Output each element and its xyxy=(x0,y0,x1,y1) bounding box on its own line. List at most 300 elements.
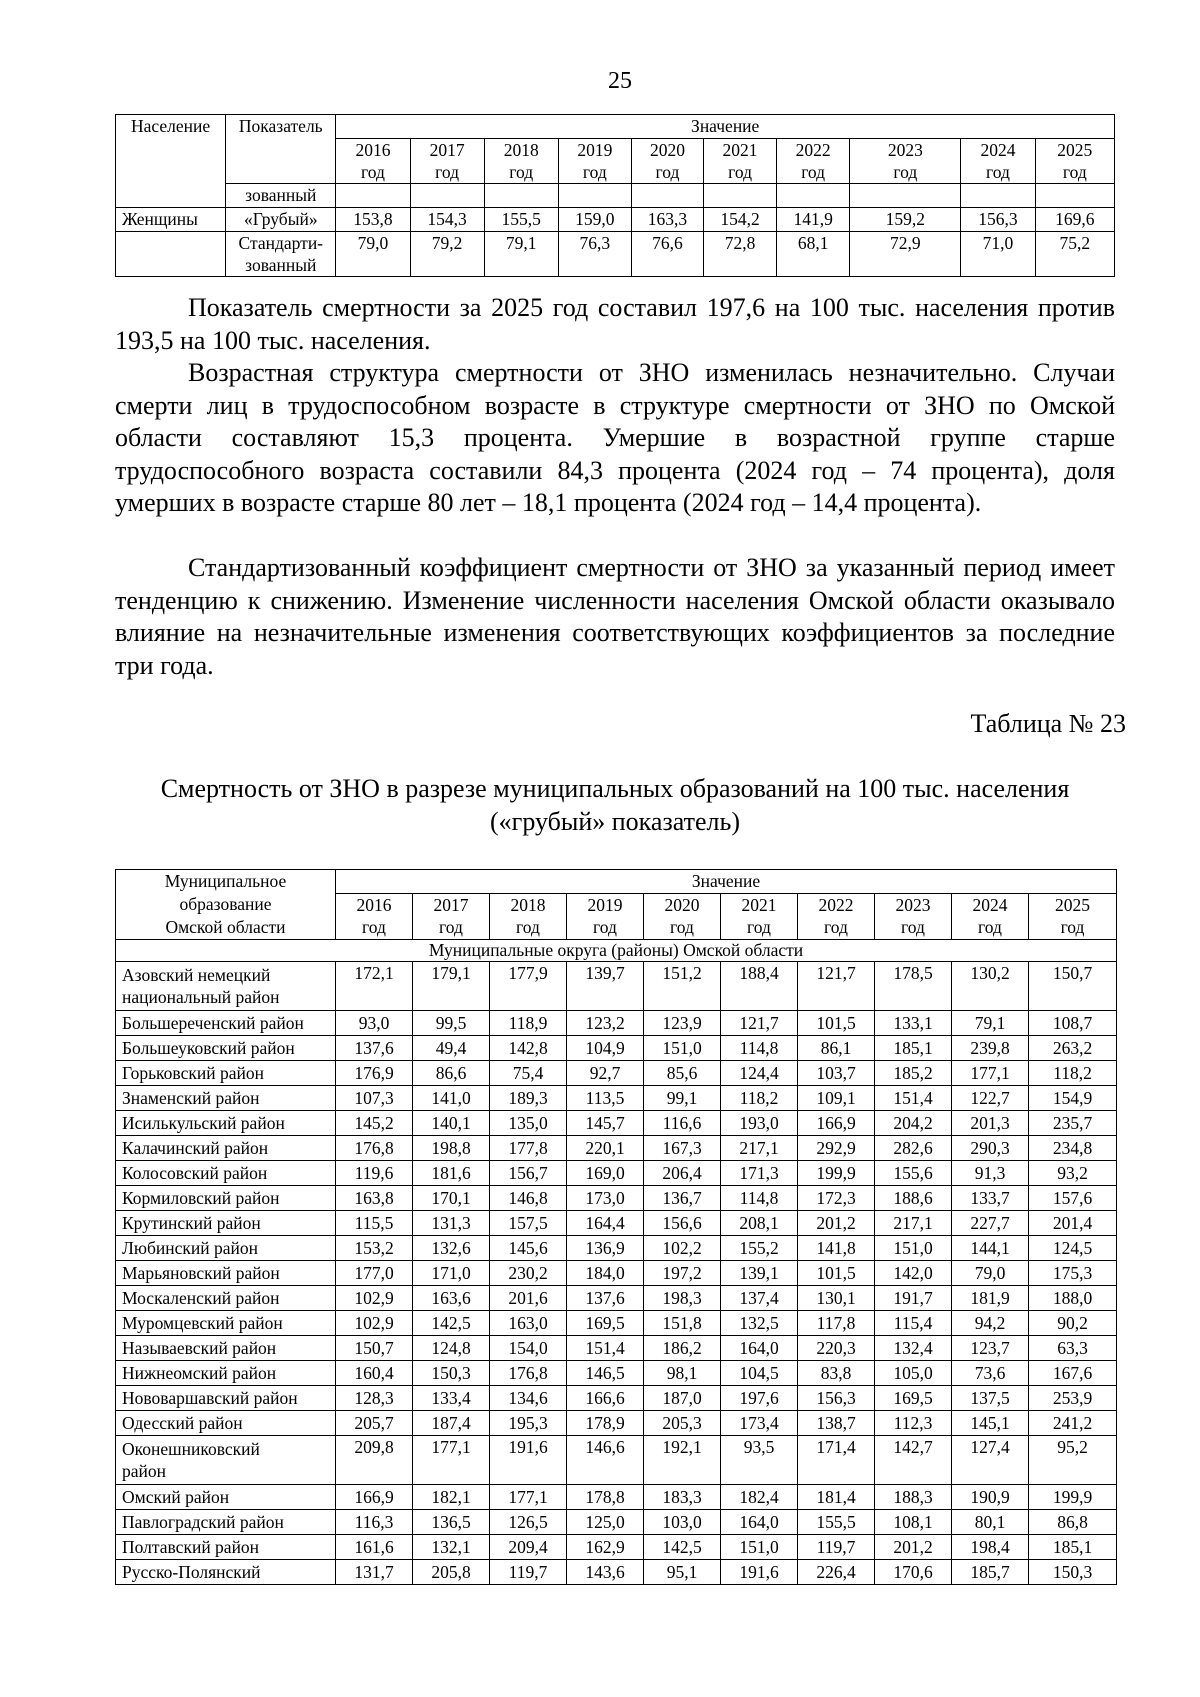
indicator-cell xyxy=(226,232,336,277)
value-cell: 169,6 xyxy=(1035,208,1114,232)
value-cell: 80,1 xyxy=(952,1510,1029,1535)
value-cell: 117,8 xyxy=(798,1311,875,1336)
year-unit: год xyxy=(516,917,540,938)
table-row xyxy=(116,1161,1117,1186)
value-cell: 98,1 xyxy=(644,1361,721,1386)
year-unit: год xyxy=(824,917,848,938)
section-title: Муниципальные округа (районы) Омской области xyxy=(116,940,1117,962)
value-cell: 159,2 xyxy=(850,208,961,232)
value-cell: 68,1 xyxy=(777,232,850,277)
value-cell: 226,4 xyxy=(798,1560,875,1585)
year-unit: год xyxy=(728,162,752,182)
year-header xyxy=(703,139,776,184)
value-cell: 172,3 xyxy=(798,1186,875,1211)
value-cell: 191,6 xyxy=(490,1436,567,1485)
value-cell: 105,0 xyxy=(875,1361,952,1386)
value-cell: 125,0 xyxy=(567,1510,644,1535)
year-label: 2019 xyxy=(577,140,613,160)
year-label: 2020 xyxy=(664,895,700,916)
value-cell: 205,7 xyxy=(336,1411,413,1436)
value-cell: 79,2 xyxy=(410,232,484,277)
value-cell: 166,6 xyxy=(567,1386,644,1411)
value-cell: 93,5 xyxy=(721,1436,798,1485)
year-unit: год xyxy=(655,162,680,182)
value-cell: 181,4 xyxy=(798,1485,875,1510)
municipality-name: Нижнеомский район xyxy=(116,1361,336,1386)
year-header xyxy=(961,139,1035,184)
value-cell: 115,5 xyxy=(336,1211,413,1236)
table-row xyxy=(116,1311,1117,1336)
value-cell: 190,9 xyxy=(952,1485,1029,1510)
year-label: 2025 xyxy=(1057,140,1093,160)
table-row xyxy=(116,1036,1117,1061)
value-cell: 185,2 xyxy=(875,1061,952,1086)
value-cell: 164,0 xyxy=(721,1336,798,1361)
value-cell: 150,3 xyxy=(1029,1560,1117,1585)
value-cell: 156,3 xyxy=(798,1386,875,1411)
value-cell: 116,3 xyxy=(336,1510,413,1535)
value-cell: 145,7 xyxy=(567,1111,644,1136)
value-cell: 173,0 xyxy=(567,1186,644,1211)
value-cell: 155,6 xyxy=(875,1161,952,1186)
table-row xyxy=(116,208,1115,232)
year-label: 2023 xyxy=(895,895,931,916)
value-cell: 253,9 xyxy=(1029,1386,1117,1411)
table-row xyxy=(116,1485,1117,1510)
value-cell: 118,2 xyxy=(721,1086,798,1111)
table-title xyxy=(115,772,1115,838)
value-cell: 169,5 xyxy=(875,1386,952,1411)
year-header xyxy=(850,139,961,184)
value-cell: 157,5 xyxy=(490,1211,567,1236)
value-cell: 142,0 xyxy=(875,1261,952,1286)
year-header xyxy=(484,139,558,184)
year-unit: год xyxy=(901,917,925,938)
value-cell: 130,1 xyxy=(798,1286,875,1311)
value-cell: 177,8 xyxy=(490,1136,567,1161)
value-cell: 131,7 xyxy=(336,1560,413,1585)
value-cell: 79,1 xyxy=(484,232,558,277)
top-table xyxy=(115,114,1115,277)
value-cell: 139,7 xyxy=(567,962,644,1011)
value-cell: 118,2 xyxy=(1029,1061,1117,1086)
value-cell: 235,7 xyxy=(1029,1111,1117,1136)
value-cell: 177,1 xyxy=(490,1485,567,1510)
value-cell: 121,7 xyxy=(798,962,875,1011)
value-cell: 132,6 xyxy=(413,1236,490,1261)
value-cell: 108,7 xyxy=(1029,1011,1117,1036)
year-unit: год xyxy=(747,917,771,938)
value-cell: 217,1 xyxy=(721,1136,798,1161)
value-cell: 104,5 xyxy=(721,1361,798,1386)
table-row xyxy=(116,1510,1117,1535)
year-unit: год xyxy=(1060,917,1085,938)
value-cell: 177,0 xyxy=(336,1261,413,1286)
value-cell: 123,2 xyxy=(567,1011,644,1036)
value-cell: 151,8 xyxy=(644,1311,721,1336)
value-cell: 197,2 xyxy=(644,1261,721,1286)
value-cell: 151,4 xyxy=(875,1086,952,1111)
page-number: 25 xyxy=(608,68,632,94)
value-cell: 102,9 xyxy=(336,1311,413,1336)
year-label: 2016 xyxy=(356,895,392,916)
value-cell: 86,8 xyxy=(1029,1510,1117,1535)
value-cell: 141,0 xyxy=(413,1086,490,1111)
value-cell: 146,5 xyxy=(567,1361,644,1386)
value-cell: 76,6 xyxy=(631,232,703,277)
value-cell: 157,6 xyxy=(1029,1186,1117,1211)
paragraph-3: Стандартизованный коэффициент смертности от ЗНО за указанный период имеет тенденцию к снижению. Изменение численности населения Омской области оказывало влияние на незначительные изменения соответствующих коэффициентов за последние три года. xyxy=(115,553,1115,680)
year-label: 2019 xyxy=(587,895,623,916)
value-cell: 201,2 xyxy=(798,1211,875,1236)
value-cell: 132,4 xyxy=(875,1336,952,1361)
value-cell: 95,1 xyxy=(644,1560,721,1585)
value-cell: 188,4 xyxy=(721,962,798,1011)
value-cell: 151,0 xyxy=(721,1535,798,1560)
value-cell: 183,3 xyxy=(644,1485,721,1510)
value-cell: 209,8 xyxy=(336,1436,413,1485)
value-cell: 114,8 xyxy=(721,1186,798,1211)
year-label: 2016 xyxy=(355,140,391,160)
value-cell: 72,9 xyxy=(850,232,961,277)
year-label: 2025 xyxy=(1055,895,1091,916)
value-cell: 63,3 xyxy=(1029,1336,1117,1361)
table-title-line: Смертность от ЗНО в разрезе муниципальных образований на 100 тыс. населения xyxy=(160,774,1070,803)
value-cell: 153,8 xyxy=(336,208,410,232)
value-cell: 112,3 xyxy=(875,1411,952,1436)
year-header xyxy=(336,893,413,939)
value-cell: 282,6 xyxy=(875,1136,952,1161)
value-cell: 124,5 xyxy=(1029,1236,1117,1261)
value-cell: 156,7 xyxy=(490,1161,567,1186)
value-cell: 90,2 xyxy=(1029,1311,1117,1336)
year-header xyxy=(875,893,952,939)
value-cell: 171,3 xyxy=(721,1161,798,1186)
value-cell: 103,0 xyxy=(644,1510,721,1535)
value-cell: 108,1 xyxy=(875,1510,952,1535)
value-cell: 239,8 xyxy=(952,1036,1029,1061)
value-cell: 122,7 xyxy=(952,1086,1029,1111)
value-cell: 150,7 xyxy=(1029,962,1117,1011)
value-cell: 197,6 xyxy=(721,1386,798,1411)
table-row xyxy=(116,1361,1117,1386)
year-unit: год xyxy=(593,917,617,938)
year-label: 2020 xyxy=(649,140,685,160)
year-header xyxy=(1029,893,1117,939)
year-header xyxy=(798,893,875,939)
value-cell: 185,7 xyxy=(952,1560,1029,1585)
value-cell: 102,2 xyxy=(644,1236,721,1261)
value-cell: 170,1 xyxy=(413,1186,490,1211)
value-cell: 136,5 xyxy=(413,1510,490,1535)
year-header xyxy=(1035,139,1114,184)
municipality-name: Большереченский район xyxy=(116,1011,336,1036)
value-cell: 178,8 xyxy=(567,1485,644,1510)
table-row xyxy=(116,1111,1117,1136)
table-row xyxy=(116,1236,1117,1261)
value-cell: 138,7 xyxy=(798,1411,875,1436)
value-cell: 155,5 xyxy=(484,208,558,232)
value-cell: 139,1 xyxy=(721,1261,798,1286)
year-unit: год xyxy=(978,917,1002,938)
year-header xyxy=(952,893,1029,939)
value-cell: 137,6 xyxy=(336,1036,413,1061)
value-cell: 161,6 xyxy=(336,1535,413,1560)
value-cell: 140,1 xyxy=(413,1111,490,1136)
value-cell: 141,9 xyxy=(777,208,850,232)
value-cell: 136,9 xyxy=(567,1236,644,1261)
population-cell: Женщины xyxy=(116,208,226,232)
value-cell: 119,6 xyxy=(336,1161,413,1186)
indicator-cell: «Грубый» xyxy=(226,208,336,232)
value-cell: 102,9 xyxy=(336,1286,413,1311)
value-cell: 85,6 xyxy=(644,1061,721,1086)
value-cell: 124,4 xyxy=(721,1061,798,1086)
value-cell: 94,2 xyxy=(952,1311,1029,1336)
year-header xyxy=(413,893,490,939)
value-cell: 166,9 xyxy=(336,1485,413,1510)
value-cell: 177,1 xyxy=(952,1061,1029,1086)
year-label: 2021 xyxy=(722,140,758,160)
value-cell: 164,4 xyxy=(567,1211,644,1236)
value-cell: 181,9 xyxy=(952,1286,1029,1311)
value-cell: 151,0 xyxy=(875,1236,952,1261)
value-cell: 156,6 xyxy=(644,1211,721,1236)
value-cell: 133,1 xyxy=(875,1011,952,1036)
year-header xyxy=(410,139,484,184)
municipality-name: Русско-Полянский xyxy=(116,1560,336,1585)
value-cell: 169,0 xyxy=(567,1161,644,1186)
municipality-name: Кормиловский район xyxy=(116,1186,336,1211)
value-cell: 178,5 xyxy=(875,962,952,1011)
value-cell: 116,6 xyxy=(644,1111,721,1136)
value-cell: 154,9 xyxy=(1029,1086,1117,1111)
continuation-text: зованный xyxy=(226,184,336,208)
value-cell: 230,2 xyxy=(490,1261,567,1286)
main-table xyxy=(115,869,1117,1585)
value-cell: 132,1 xyxy=(413,1535,490,1560)
value-cell: 153,2 xyxy=(336,1236,413,1261)
value-cell: 176,8 xyxy=(336,1136,413,1161)
value-cell: 178,9 xyxy=(567,1411,644,1436)
year-header xyxy=(777,139,850,184)
value-cell: 127,4 xyxy=(952,1436,1029,1485)
value-cell: 195,3 xyxy=(490,1411,567,1436)
value-cell: 91,3 xyxy=(952,1161,1029,1186)
value-cell: 101,5 xyxy=(798,1261,875,1286)
value-cell: 104,9 xyxy=(567,1036,644,1061)
table-row xyxy=(116,1261,1117,1286)
year-unit: год xyxy=(439,917,463,938)
value-cell: 72,8 xyxy=(703,232,776,277)
table-row xyxy=(116,1436,1117,1485)
year-unit: год xyxy=(801,162,826,182)
value-cell: 166,9 xyxy=(798,1111,875,1136)
table-row xyxy=(116,1186,1117,1211)
municipality-name: Марьяновский район xyxy=(116,1261,336,1286)
value-cell: 145,6 xyxy=(490,1236,567,1261)
year-unit: год xyxy=(893,162,918,182)
value-cell: 177,9 xyxy=(490,962,567,1011)
value-cell: 191,7 xyxy=(875,1286,952,1311)
year-unit: год xyxy=(362,917,386,938)
value-cell: 109,1 xyxy=(798,1086,875,1111)
year-header xyxy=(721,893,798,939)
table-row xyxy=(116,1560,1117,1585)
year-header xyxy=(558,139,631,184)
value-cell: 201,4 xyxy=(1029,1211,1117,1236)
municipality-name: Любинский район xyxy=(116,1236,336,1261)
value-cell: 198,8 xyxy=(413,1136,490,1161)
value-cell: 79,0 xyxy=(336,232,410,277)
value-cell: 170,6 xyxy=(875,1560,952,1585)
municipality-name: Оконешниковский район xyxy=(116,1436,336,1485)
value-cell: 115,4 xyxy=(875,1311,952,1336)
value-cell: 163,6 xyxy=(413,1286,490,1311)
value-cell: 193,0 xyxy=(721,1111,798,1136)
value-cell: 156,3 xyxy=(961,208,1035,232)
municipality-name: Одесский район xyxy=(116,1411,336,1436)
value-cell: 132,5 xyxy=(721,1311,798,1336)
value-cell: 155,5 xyxy=(798,1510,875,1535)
value-cell: 119,7 xyxy=(798,1535,875,1560)
table-row xyxy=(116,1011,1117,1036)
value-cell: 185,1 xyxy=(875,1036,952,1061)
paragraph-1: Показатель смертности за 2025 год составил 197,6 на 100 тыс. населения против 193,5 на 100 тыс. населения. xyxy=(115,293,1115,355)
value-cell: 73,6 xyxy=(952,1361,1029,1386)
value-cell: 133,4 xyxy=(413,1386,490,1411)
year-unit: год xyxy=(582,162,607,182)
table-row xyxy=(116,1286,1117,1311)
value-cell: 93,2 xyxy=(1029,1161,1117,1186)
value-cell: 145,2 xyxy=(336,1111,413,1136)
value-cell: 181,6 xyxy=(413,1161,490,1186)
value-cell: 206,4 xyxy=(644,1161,721,1186)
value-cell: 145,1 xyxy=(952,1411,1029,1436)
header-indicator: Показатель xyxy=(226,115,336,184)
value-cell: 167,6 xyxy=(1029,1361,1117,1386)
value-cell: 121,7 xyxy=(721,1011,798,1036)
value-cell: 150,7 xyxy=(336,1336,413,1361)
value-cell: 75,4 xyxy=(490,1061,567,1086)
table-number: Таблица № 23 xyxy=(970,709,1126,738)
value-cell: 208,1 xyxy=(721,1211,798,1236)
value-cell: 227,7 xyxy=(952,1211,1029,1236)
value-cell: 164,0 xyxy=(721,1510,798,1535)
value-cell: 177,1 xyxy=(413,1436,490,1485)
table-row xyxy=(116,962,1117,1011)
year-unit: год xyxy=(435,162,460,182)
year-label: 2023 xyxy=(887,140,923,160)
value-cell: 205,8 xyxy=(413,1560,490,1585)
value-cell: 188,3 xyxy=(875,1485,952,1510)
value-cell: 124,8 xyxy=(413,1336,490,1361)
value-cell: 159,0 xyxy=(558,208,631,232)
value-cell: 201,6 xyxy=(490,1286,567,1311)
year-unit: год xyxy=(360,162,385,182)
municipality-name: Горьковский район xyxy=(116,1061,336,1086)
year-label: 2018 xyxy=(503,140,539,160)
table-row xyxy=(116,1386,1117,1411)
table-row xyxy=(116,1211,1117,1236)
municipality-name: Полтавский район xyxy=(116,1535,336,1560)
value-cell: 162,9 xyxy=(567,1535,644,1560)
value-cell: 188,0 xyxy=(1029,1286,1117,1311)
value-cell: 142,5 xyxy=(413,1311,490,1336)
municipality-name: Азовский немецкий национальный район xyxy=(116,962,336,1011)
year-unit: год xyxy=(1062,162,1087,182)
value-cell: 175,3 xyxy=(1029,1261,1117,1286)
indicator-line: Стандарти- xyxy=(238,233,324,253)
value-cell: 198,3 xyxy=(644,1286,721,1311)
value-cell: 86,1 xyxy=(798,1036,875,1061)
value-cell: 126,5 xyxy=(490,1510,567,1535)
value-cell: 123,7 xyxy=(952,1336,1029,1361)
table-row xyxy=(116,1086,1117,1111)
municipality-name: Знаменский район xyxy=(116,1086,336,1111)
value-cell: 95,2 xyxy=(1029,1436,1117,1485)
table-title-line: («грубый» показатель) xyxy=(490,807,740,836)
municipality-name: Омский район xyxy=(116,1485,336,1510)
value-cell: 263,2 xyxy=(1029,1036,1117,1061)
value-cell: 192,1 xyxy=(644,1436,721,1485)
value-cell: 154,0 xyxy=(490,1336,567,1361)
municipality-name: Крутинский район xyxy=(116,1211,336,1236)
table-row xyxy=(116,1061,1117,1086)
year-header xyxy=(644,893,721,939)
value-cell: 176,9 xyxy=(336,1061,413,1086)
value-cell: 83,8 xyxy=(798,1361,875,1386)
value-cell: 151,0 xyxy=(644,1036,721,1061)
value-cell: 76,3 xyxy=(558,232,631,277)
value-cell: 142,7 xyxy=(875,1436,952,1485)
year-label: 2018 xyxy=(510,895,546,916)
value-cell: 290,3 xyxy=(952,1136,1029,1161)
header-value: Значение xyxy=(336,115,1115,139)
value-cell: 99,5 xyxy=(413,1011,490,1036)
value-cell: 101,5 xyxy=(798,1011,875,1036)
table-row xyxy=(116,1535,1117,1560)
value-cell: 146,6 xyxy=(567,1436,644,1485)
value-cell: 71,0 xyxy=(961,232,1035,277)
table-row xyxy=(116,184,1115,208)
value-cell: 118,9 xyxy=(490,1011,567,1036)
value-cell: 79,1 xyxy=(952,1011,1029,1036)
municipality-name: Исилькульский район xyxy=(116,1111,336,1136)
header-value: Значение xyxy=(336,870,1117,894)
municipality-name: Колосовский район xyxy=(116,1161,336,1186)
year-unit: год xyxy=(986,162,1010,182)
paragraph-2: Возрастная структура смертности от ЗНО изменилась незначительно. Случаи смерти лиц в трудоспособном возрасте в структуре смертности от ЗНО по Омской области составляют 15,3 процента. Умершие в возрастной группе старше трудоспособного возраста составили 84,3 процента (2024 год – 74 процента), доля умерших в возрасте старше 80 лет – 18,1 процента (2024 год – 14,4 процента). xyxy=(115,358,1115,518)
value-cell: 79,0 xyxy=(952,1261,1029,1286)
value-cell: 155,2 xyxy=(721,1236,798,1261)
value-cell: 182,4 xyxy=(721,1485,798,1510)
municipality-name: Нововаршавский район xyxy=(116,1386,336,1411)
value-cell: 49,4 xyxy=(413,1036,490,1061)
value-cell: 172,1 xyxy=(336,962,413,1011)
value-cell: 150,3 xyxy=(413,1361,490,1386)
year-label: 2021 xyxy=(741,895,777,916)
municipality-name: Называевский район xyxy=(116,1336,336,1361)
value-cell: 199,9 xyxy=(1029,1485,1117,1510)
municipality-name: Павлоградский район xyxy=(116,1510,336,1535)
value-cell: 135,0 xyxy=(490,1111,567,1136)
year-unit: год xyxy=(509,162,534,182)
value-cell: 142,5 xyxy=(644,1535,721,1560)
year-header xyxy=(631,139,703,184)
value-cell: 92,7 xyxy=(567,1061,644,1086)
value-cell: 217,1 xyxy=(875,1211,952,1236)
